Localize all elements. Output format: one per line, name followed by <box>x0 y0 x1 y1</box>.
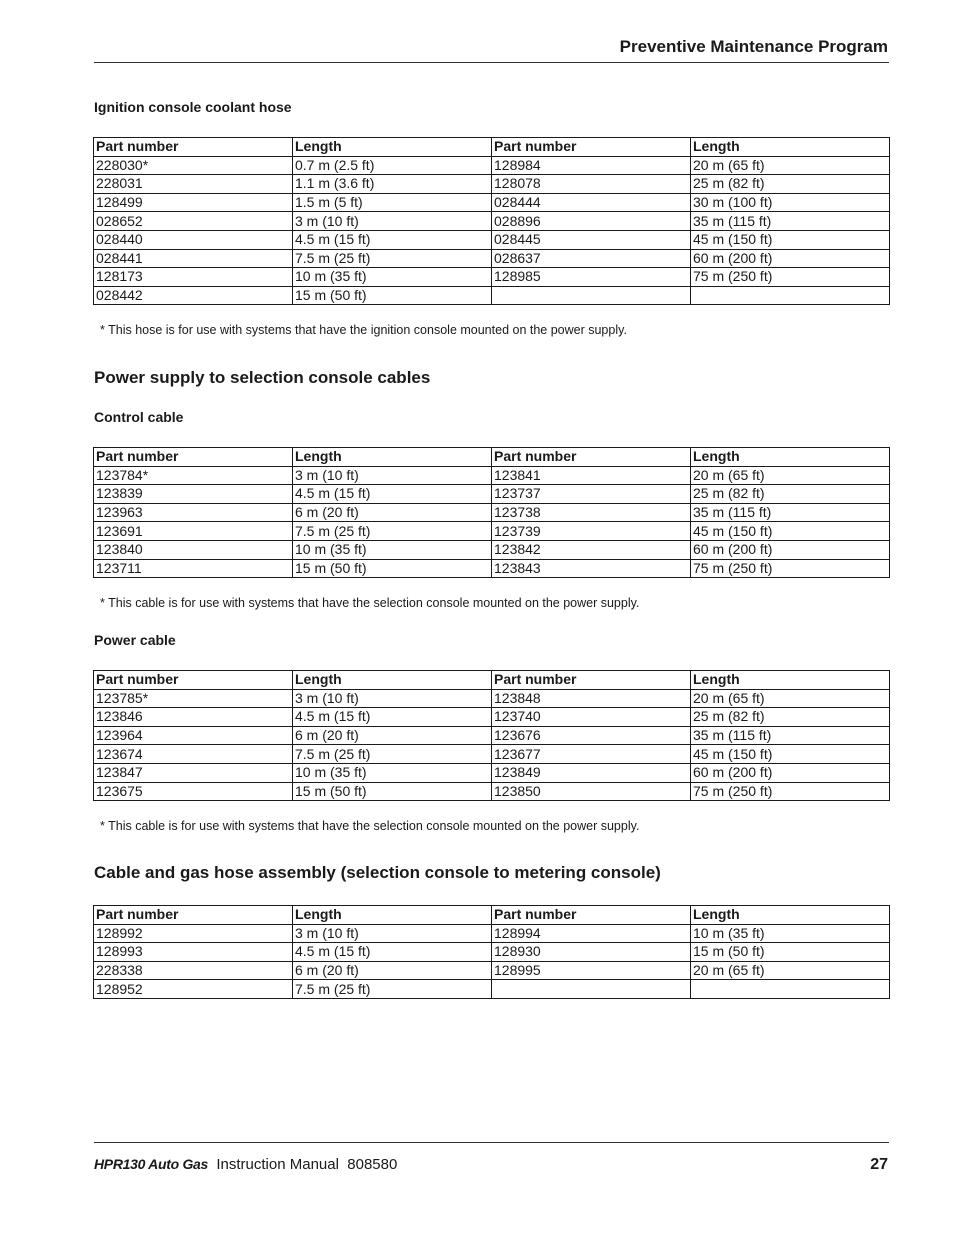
part-number-cell: 128984 <box>492 156 691 175</box>
part-number-cell: 123842 <box>492 540 691 559</box>
length-cell: 7.5 m (25 ft) <box>293 522 492 541</box>
length-cell: 6 m (20 ft) <box>293 726 492 745</box>
table-row <box>94 268 890 287</box>
length-cell: 60 m (200 ft) <box>691 249 890 268</box>
part-number-cell: 123846 <box>94 708 293 727</box>
part-number-cell: 128994 <box>492 924 691 943</box>
length-cell: 30 m (100 ft) <box>691 193 890 212</box>
length-cell: 25 m (82 ft) <box>691 708 890 727</box>
control-cable-subtitle: Control cable <box>94 409 184 425</box>
part-number-cell <box>492 980 691 999</box>
length-cell: 35 m (115 ft) <box>691 503 890 522</box>
length-cell: 7.5 m (25 ft) <box>293 249 492 268</box>
part-number-cell: 123740 <box>492 708 691 727</box>
table-row <box>94 943 890 962</box>
page-number: 27 <box>870 1156 888 1173</box>
part-number-cell: 123963 <box>94 503 293 522</box>
part-number-cell: 123784* <box>94 466 293 485</box>
part-number-cell: 128173 <box>94 268 293 287</box>
part-number-cell: 028444 <box>492 193 691 212</box>
length-cell: 10 m (35 ft) <box>691 924 890 943</box>
column-header: Part number <box>492 448 691 467</box>
length-cell: 60 m (200 ft) <box>691 540 890 559</box>
page-header-title: Preventive Maintenance Program <box>619 37 888 56</box>
length-cell: 25 m (82 ft) <box>691 175 890 194</box>
gas-hose-assembly-table <box>93 905 890 999</box>
power-supply-cables-heading: Power supply to selection console cables <box>94 368 431 387</box>
table-row <box>94 503 890 522</box>
length-cell: 15 m (50 ft) <box>293 782 492 801</box>
column-header: Length <box>293 448 492 467</box>
length-cell: 60 m (200 ft) <box>691 763 890 782</box>
column-header: Part number <box>94 448 293 467</box>
footer-doc-number: 808580 <box>347 1156 398 1173</box>
length-cell: 4.5 m (15 ft) <box>293 943 492 962</box>
column-header: Part number <box>492 906 691 925</box>
gas-hose-assembly-heading: Cable and gas hose assembly (selection console to metering console) <box>94 863 661 882</box>
part-number-cell: 123850 <box>492 782 691 801</box>
part-number-cell: 028637 <box>492 249 691 268</box>
length-cell: 6 m (20 ft) <box>293 961 492 980</box>
table-row <box>94 193 890 212</box>
table-row <box>94 745 890 764</box>
length-cell: 15 m (50 ft) <box>293 559 492 578</box>
part-number-cell: 228031 <box>94 175 293 194</box>
part-number-cell: 123676 <box>492 726 691 745</box>
table-row <box>94 212 890 231</box>
length-cell: 10 m (35 ft) <box>293 763 492 782</box>
table-header-row <box>94 448 890 467</box>
column-header: Part number <box>94 906 293 925</box>
table-row <box>94 763 890 782</box>
part-number-cell: 028442 <box>94 286 293 305</box>
column-header: Length <box>691 448 890 467</box>
part-number-cell: 123675 <box>94 782 293 801</box>
length-cell: 45 m (150 ft) <box>691 745 890 764</box>
length-cell <box>691 286 890 305</box>
length-cell: 45 m (150 ft) <box>691 522 890 541</box>
length-cell: 20 m (65 ft) <box>691 961 890 980</box>
table-row <box>94 961 890 980</box>
part-number-cell: 123841 <box>492 466 691 485</box>
length-cell: 6 m (20 ft) <box>293 503 492 522</box>
table-row <box>94 782 890 801</box>
column-header: Part number <box>492 138 691 157</box>
power-cable-subtitle: Power cable <box>94 632 176 648</box>
table-row <box>94 708 890 727</box>
length-cell: 3 m (10 ft) <box>293 466 492 485</box>
part-number-cell: 028896 <box>492 212 691 231</box>
length-cell <box>691 980 890 999</box>
part-number-cell: 123711 <box>94 559 293 578</box>
length-cell: 15 m (50 ft) <box>691 943 890 962</box>
column-header: Length <box>293 138 492 157</box>
part-number-cell: 128985 <box>492 268 691 287</box>
part-number-cell: 228338 <box>94 961 293 980</box>
table-row <box>94 980 890 999</box>
length-cell: 10 m (35 ft) <box>293 268 492 287</box>
part-number-cell: 123840 <box>94 540 293 559</box>
part-number-cell: 123843 <box>492 559 691 578</box>
part-number-cell: 128995 <box>492 961 691 980</box>
table-row <box>94 540 890 559</box>
part-number-cell: 123964 <box>94 726 293 745</box>
length-cell: 75 m (250 ft) <box>691 782 890 801</box>
footer-manual-label: Instruction Manual <box>216 1156 339 1173</box>
power-cable-table <box>93 670 890 801</box>
coolant-hose-subtitle: Ignition console coolant hose <box>94 99 292 115</box>
part-number-cell: 123674 <box>94 745 293 764</box>
control-cable-table <box>93 447 890 578</box>
part-number-cell: 123739 <box>492 522 691 541</box>
column-header: Length <box>293 671 492 690</box>
table-row <box>94 522 890 541</box>
table-row <box>94 230 890 249</box>
length-cell: 4.5 m (15 ft) <box>293 708 492 727</box>
column-header: Part number <box>492 671 691 690</box>
length-cell: 35 m (115 ft) <box>691 726 890 745</box>
part-number-cell: 123677 <box>492 745 691 764</box>
length-cell: 20 m (65 ft) <box>691 466 890 485</box>
part-number-cell: 123847 <box>94 763 293 782</box>
table-header-row <box>94 906 890 925</box>
part-number-cell: 028652 <box>94 212 293 231</box>
column-header: Part number <box>94 138 293 157</box>
length-cell: 75 m (250 ft) <box>691 268 890 287</box>
column-header: Part number <box>94 671 293 690</box>
length-cell: 7.5 m (25 ft) <box>293 980 492 999</box>
table-row <box>94 249 890 268</box>
length-cell: 75 m (250 ft) <box>691 559 890 578</box>
part-number-cell: 123849 <box>492 763 691 782</box>
length-cell: 20 m (65 ft) <box>691 689 890 708</box>
part-number-cell: 028440 <box>94 230 293 249</box>
length-cell: 45 m (150 ft) <box>691 230 890 249</box>
part-number-cell: 123738 <box>492 503 691 522</box>
length-cell: 3 m (10 ft) <box>293 924 492 943</box>
part-number-cell: 123839 <box>94 485 293 504</box>
length-cell: 35 m (115 ft) <box>691 212 890 231</box>
length-cell: 20 m (65 ft) <box>691 156 890 175</box>
length-cell: 4.5 m (15 ft) <box>293 230 492 249</box>
part-number-cell: 028441 <box>94 249 293 268</box>
length-cell: 7.5 m (25 ft) <box>293 745 492 764</box>
part-number-cell: 123737 <box>492 485 691 504</box>
footer-product-name: HPR130 Auto Gas <box>94 1156 209 1172</box>
part-number-cell: 123848 <box>492 689 691 708</box>
part-number-cell: 128993 <box>94 943 293 962</box>
length-cell: 1.5 m (5 ft) <box>293 193 492 212</box>
length-cell: 15 m (50 ft) <box>293 286 492 305</box>
column-header: Length <box>293 906 492 925</box>
column-header: Length <box>691 671 890 690</box>
part-number-cell: 123691 <box>94 522 293 541</box>
table-row <box>94 485 890 504</box>
table-header-row <box>94 138 890 157</box>
table-row <box>94 175 890 194</box>
part-number-cell: 128992 <box>94 924 293 943</box>
table-row <box>94 286 890 305</box>
part-number-cell: 128499 <box>94 193 293 212</box>
column-header: Length <box>691 138 890 157</box>
coolant-hose-table <box>93 137 890 305</box>
length-cell: 10 m (35 ft) <box>293 540 492 559</box>
column-header: Length <box>691 906 890 925</box>
part-number-cell: 228030* <box>94 156 293 175</box>
header-rule <box>94 62 889 63</box>
length-cell: 25 m (82 ft) <box>691 485 890 504</box>
part-number-cell: 128078 <box>492 175 691 194</box>
table-row <box>94 726 890 745</box>
table-row <box>94 156 890 175</box>
length-cell: 1.1 m (3.6 ft) <box>293 175 492 194</box>
table-row <box>94 559 890 578</box>
part-number-cell: 128930 <box>492 943 691 962</box>
part-number-cell: 028445 <box>492 230 691 249</box>
length-cell: 4.5 m (15 ft) <box>293 485 492 504</box>
table-row <box>94 689 890 708</box>
length-cell: 3 m (10 ft) <box>293 212 492 231</box>
power-cable-footnote: * This cable is for use with systems that have the selection console mounted on the power supply. <box>100 819 640 833</box>
part-number-cell: 123785* <box>94 689 293 708</box>
coolant-hose-footnote: * This hose is for use with systems that have the ignition console mounted on the power supply. <box>100 323 627 337</box>
footer-rule <box>94 1142 889 1143</box>
table-row <box>94 924 890 943</box>
table-header-row <box>94 671 890 690</box>
length-cell: 3 m (10 ft) <box>293 689 492 708</box>
control-cable-footnote: * This cable is for use with systems that have the selection console mounted on the power supply. <box>100 596 640 610</box>
length-cell: 0.7 m (2.5 ft) <box>293 156 492 175</box>
part-number-cell <box>492 286 691 305</box>
part-number-cell: 128952 <box>94 980 293 999</box>
table-row <box>94 466 890 485</box>
footer-document-info <box>94 1156 397 1173</box>
